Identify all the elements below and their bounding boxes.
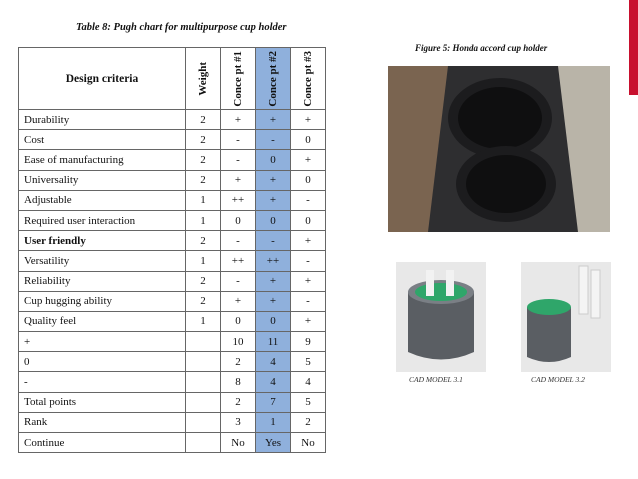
concept-2-cell: +: [256, 291, 291, 311]
table-row: [19, 291, 326, 311]
cad-model-image-2: [521, 262, 611, 372]
table-row: [19, 170, 326, 190]
criteria-cell: Versatility: [19, 251, 186, 271]
table-row: [19, 271, 326, 291]
header-concept-2: Conce pt #2: [256, 48, 291, 110]
weight-cell: 1: [186, 251, 221, 271]
weight-cell: 1: [186, 210, 221, 230]
table-row: [19, 311, 326, 331]
table-row: [19, 433, 326, 453]
concept-2-cell: 4: [256, 352, 291, 372]
table-caption: Table 8: Pugh chart for multipurpose cup holder: [76, 22, 287, 33]
concept-3-cell: -: [291, 190, 326, 210]
concept-1-cell: 3: [221, 412, 256, 432]
table-row: [19, 210, 326, 230]
concept-3-cell: 0: [291, 130, 326, 150]
concept-2-cell: -: [256, 231, 291, 251]
concept-1-cell: -: [221, 150, 256, 170]
concept-2-cell: ++: [256, 251, 291, 271]
concept-1-cell: -: [221, 231, 256, 251]
concept-1-cell: 2: [221, 392, 256, 412]
header-design-criteria: Design criteria: [19, 48, 186, 110]
accent-bar: [629, 0, 638, 95]
criteria-cell: Universality: [19, 170, 186, 190]
criteria-cell: User friendly: [19, 231, 186, 251]
criteria-cell: Rank: [19, 412, 186, 432]
table-row: [19, 110, 326, 130]
concept-2-cell: +: [256, 110, 291, 130]
concept-1-cell: ++: [221, 251, 256, 271]
table-row: [19, 150, 326, 170]
weight-cell: 2: [186, 271, 221, 291]
cad-label-2: CAD MODEL 3.2: [531, 375, 585, 384]
criteria-cell: Cost: [19, 130, 186, 150]
criteria-cell: Reliability: [19, 271, 186, 291]
concept-2-cell: +: [256, 170, 291, 190]
concept-3-cell: -: [291, 251, 326, 271]
concept-1-cell: 10: [221, 332, 256, 352]
header-concept-1: Conce pt #1: [221, 48, 256, 110]
concept-1-cell: 2: [221, 352, 256, 372]
concept-2-cell: 0: [256, 210, 291, 230]
criteria-cell: Cup hugging ability: [19, 291, 186, 311]
concept-3-cell: +: [291, 271, 326, 291]
concept-3-cell: 0: [291, 210, 326, 230]
table-row: [19, 332, 326, 352]
weight-cell: 2: [186, 130, 221, 150]
weight-cell: 2: [186, 150, 221, 170]
weight-cell: 1: [186, 190, 221, 210]
cad-model-image-1: [396, 262, 486, 372]
table-row: [19, 190, 326, 210]
concept-1-cell: +: [221, 110, 256, 130]
weight-cell: [186, 412, 221, 432]
weight-cell: [186, 372, 221, 392]
weight-cell: 2: [186, 291, 221, 311]
table-row: [19, 231, 326, 251]
pugh-chart-table: [18, 47, 326, 453]
table-row: [19, 130, 326, 150]
weight-cell: 2: [186, 231, 221, 251]
concept-2-cell: 11: [256, 332, 291, 352]
concept-2-cell: +: [256, 190, 291, 210]
criteria-cell: Total points: [19, 392, 186, 412]
table-row: [19, 392, 326, 412]
concept-1-cell: -: [221, 271, 256, 291]
concept-3-cell: +: [291, 311, 326, 331]
concept-2-cell: 1: [256, 412, 291, 432]
criteria-cell: -: [19, 372, 186, 392]
criteria-cell: Continue: [19, 433, 186, 453]
criteria-cell: Ease of manufacturing: [19, 150, 186, 170]
criteria-cell: +: [19, 332, 186, 352]
concept-2-cell: 0: [256, 150, 291, 170]
concept-1-cell: +: [221, 170, 256, 190]
concept-3-cell: +: [291, 150, 326, 170]
concept-2-cell: 4: [256, 372, 291, 392]
cad-label-1: CAD MODEL 3.1: [409, 375, 463, 384]
weight-cell: 1: [186, 311, 221, 331]
criteria-cell: Durability: [19, 110, 186, 130]
concept-1-cell: 0: [221, 210, 256, 230]
table-row: [19, 352, 326, 372]
criteria-cell: Adjustable: [19, 190, 186, 210]
concept-3-cell: +: [291, 110, 326, 130]
concept-2-cell: +: [256, 271, 291, 291]
criteria-cell: Required user interaction: [19, 210, 186, 230]
table-row: [19, 412, 326, 432]
concept-1-cell: 8: [221, 372, 256, 392]
header-weight: Weight: [186, 48, 221, 110]
concept-2-cell: Yes: [256, 433, 291, 453]
weight-cell: 2: [186, 110, 221, 130]
concept-3-cell: 9: [291, 332, 326, 352]
concept-3-cell: 0: [291, 170, 326, 190]
weight-cell: [186, 332, 221, 352]
criteria-cell: Quality feel: [19, 311, 186, 331]
weight-cell: [186, 392, 221, 412]
concept-1-cell: +: [221, 291, 256, 311]
concept-1-cell: ++: [221, 190, 256, 210]
concept-3-cell: No: [291, 433, 326, 453]
header-concept-3: Conce pt #3: [291, 48, 326, 110]
concept-3-cell: +: [291, 231, 326, 251]
concept-3-cell: 4: [291, 372, 326, 392]
weight-cell: [186, 433, 221, 453]
table-header-row: [19, 48, 326, 110]
concept-2-cell: -: [256, 130, 291, 150]
concept-3-cell: 2: [291, 412, 326, 432]
concept-1-cell: No: [221, 433, 256, 453]
criteria-cell: 0: [19, 352, 186, 372]
concept-2-cell: 0: [256, 311, 291, 331]
concept-1-cell: -: [221, 130, 256, 150]
concept-1-cell: 0: [221, 311, 256, 331]
weight-cell: 2: [186, 170, 221, 190]
cup-holder-photo: [388, 66, 610, 232]
concept-3-cell: 5: [291, 352, 326, 372]
concept-2-cell: 7: [256, 392, 291, 412]
figure-caption: Figure 5: Honda accord cup holder: [415, 43, 548, 53]
table-row: [19, 251, 326, 271]
concept-3-cell: 5: [291, 392, 326, 412]
concept-3-cell: -: [291, 291, 326, 311]
table-row: [19, 372, 326, 392]
weight-cell: [186, 352, 221, 372]
